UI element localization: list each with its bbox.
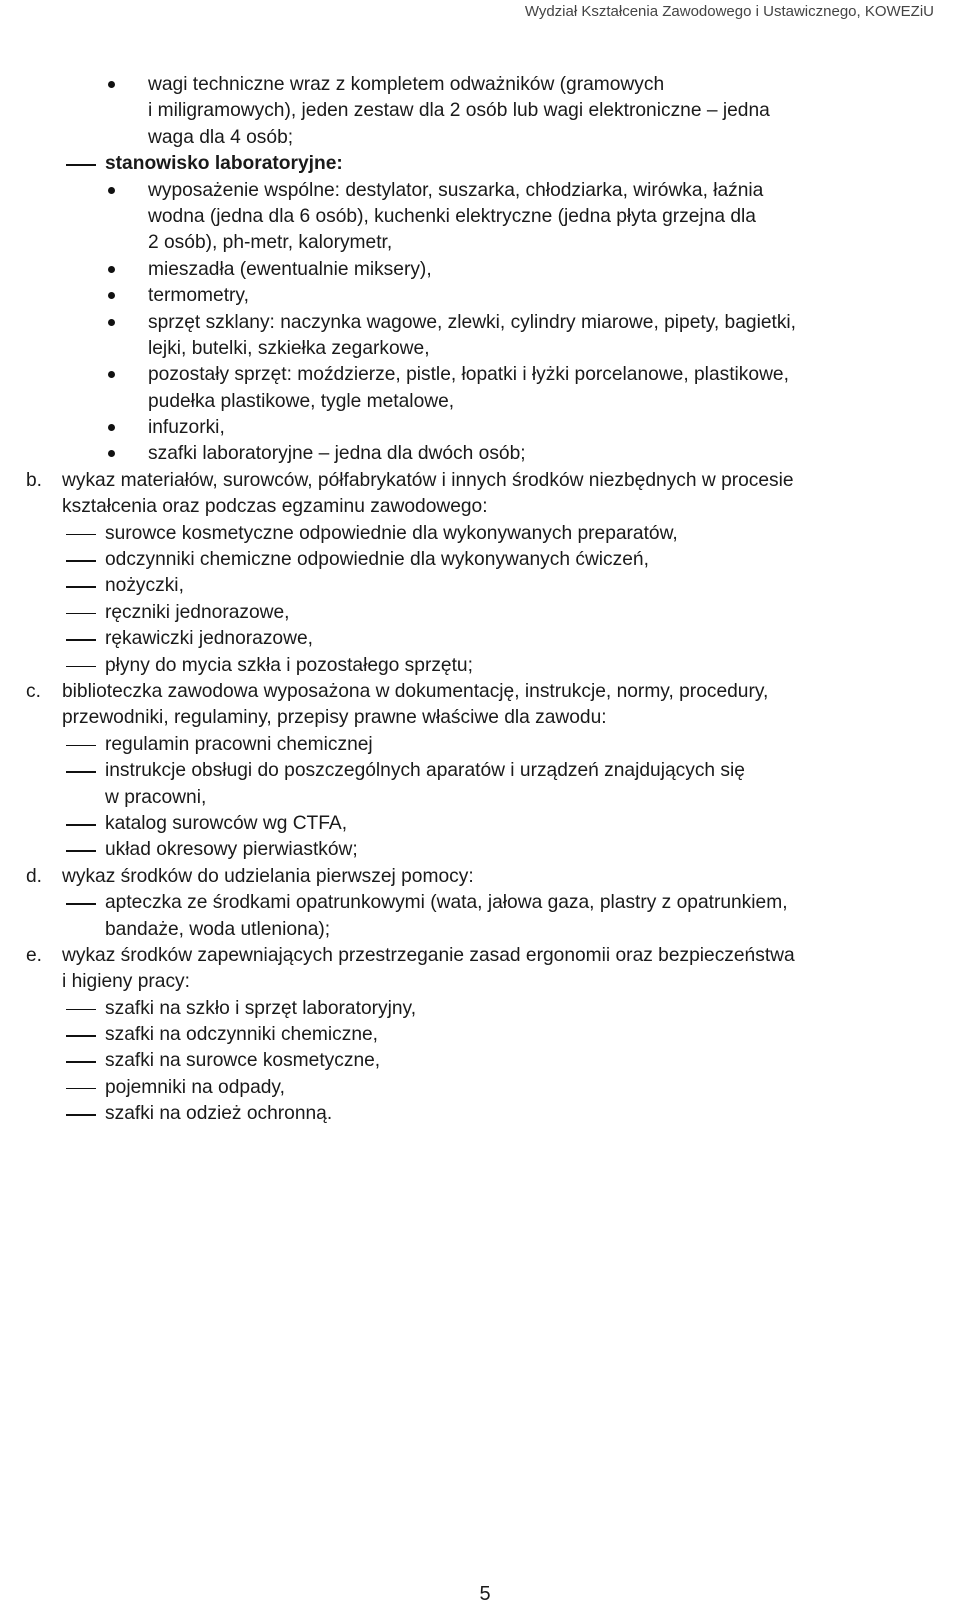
dash-icon (66, 639, 96, 641)
document-line (0, 626, 960, 652)
line-text: pozostały sprzęt: moździerze, pistle, łopatki i łyżki porcelanowe, plastikowe, (148, 364, 789, 386)
document-line (0, 310, 960, 336)
document-line (0, 415, 960, 441)
line-text: układ okresowy pierwiastków; (105, 839, 358, 861)
line-text: wykaz materiałów, surowców, półfabrykatów i innych środków niezbędnych w procesie (62, 469, 794, 491)
dash-icon (66, 586, 96, 588)
document-body (0, 72, 960, 1128)
bullet-icon (108, 81, 115, 88)
document-line (0, 917, 960, 943)
line-text: kształcenia oraz podczas egzaminu zawodowego: (62, 496, 488, 518)
line-text: ręczniki jednorazowe, (105, 601, 290, 623)
document-line (0, 151, 960, 177)
dash-icon (66, 666, 96, 668)
line-text: apteczka ze środkami opatrunkowymi (wata, jałowa gaza, plastry z opatrunkiem, (105, 892, 788, 914)
document-line (0, 283, 960, 309)
document-line (0, 441, 960, 467)
document-line (0, 468, 960, 494)
line-text: 2 osób), ph-metr, kalorymetr, (148, 232, 393, 254)
list-letter: b. (26, 469, 43, 491)
line-text: biblioteczka zawodowa wyposażona w dokumentację, instrukcje, normy, procedury, (62, 680, 769, 702)
line-text: wagi techniczne wraz z kompletem odważników (gramowych (148, 74, 665, 95)
document-line (0, 890, 960, 916)
document-line (0, 72, 960, 98)
dash-icon (66, 745, 96, 747)
bullet-icon (108, 371, 115, 378)
document-line (0, 204, 960, 230)
line-text: waga dla 4 osób; (148, 126, 294, 148)
bullet-icon (108, 319, 115, 326)
document-line (0, 125, 960, 151)
line-text: wyposażenie wspólne: destylator, suszarka, chłodziarka, wirówka, łaźnia (148, 179, 764, 201)
line-text: szafki na szkło i sprzęt laboratoryjny, (105, 997, 417, 1019)
document-line (0, 837, 960, 863)
document-line (0, 1101, 960, 1127)
line-text: surowce kosmetyczne odpowiednie dla wykonywanych preparatów, (105, 522, 678, 544)
document-line (0, 573, 960, 599)
bullet-icon (108, 266, 115, 273)
document-line (0, 521, 960, 547)
dash-icon (66, 613, 96, 615)
document-line (0, 785, 960, 811)
line-text: regulamin pracowni chemicznej (105, 733, 373, 755)
dash-icon (66, 1088, 96, 1090)
line-text: sprzęt szklany: naczynka wagowe, zlewki, cylindry miarowe, pipety, bagietki, (148, 311, 797, 333)
dash-icon (66, 164, 96, 166)
dash-icon (66, 771, 96, 773)
line-text: termometry, (148, 285, 249, 307)
document-line (0, 336, 960, 362)
line-text: instrukcje obsługi do poszczególnych aparatów i urządzeń znajdujących się (105, 760, 745, 782)
bullet-icon (108, 292, 115, 299)
line-text: szafki laboratoryjne – jedna dla dwóch osób; (148, 443, 526, 465)
line-text: w pracowni, (105, 786, 207, 808)
dash-icon (66, 1061, 96, 1063)
document-line (0, 257, 960, 283)
line-text: szafki na surowce kosmetyczne, (105, 1050, 381, 1072)
line-text: stanowisko laboratoryjne: (105, 153, 343, 175)
document-line (0, 996, 960, 1022)
document-line (0, 653, 960, 679)
line-text: bandaże, woda utleniona); (105, 918, 331, 940)
line-text: i miligramowych), jeden zestaw dla 2 osób lub wagi elektroniczne – jedna (148, 100, 770, 122)
document-line (0, 389, 960, 415)
line-text: odczynniki chemiczne odpowiednie dla wykonywanych ćwiczeń, (105, 549, 649, 571)
dash-icon (66, 1114, 96, 1116)
document-line (0, 1048, 960, 1074)
document-line (0, 864, 960, 890)
page-number: 5 (479, 1583, 491, 1605)
dash-icon (66, 824, 96, 826)
line-text: przewodniki, regulaminy, przepisy prawne właściwe dla zawodu: (62, 707, 607, 729)
document-line (0, 98, 960, 124)
line-text: szafki na odzież ochronną. (105, 1103, 333, 1125)
document-line (0, 758, 960, 784)
dash-icon (66, 903, 96, 905)
document-line (0, 943, 960, 969)
document-line (0, 362, 960, 388)
dash-icon (66, 1009, 96, 1011)
document-line (0, 811, 960, 837)
dash-icon (66, 560, 96, 562)
line-text: wykaz środków do udzielania pierwszej pomocy: (62, 865, 474, 887)
document-line (0, 600, 960, 626)
list-letter: d. (26, 865, 43, 887)
document-line (0, 230, 960, 256)
document-line (0, 178, 960, 204)
line-text: pudełka plastikowe, tygle metalowe, (148, 390, 455, 412)
dash-icon (66, 850, 96, 852)
line-text: nożyczki, (105, 575, 184, 597)
bullet-icon (108, 187, 115, 194)
document-line (0, 494, 960, 520)
line-text: lejki, butelki, szkiełka zegarkowe, (148, 337, 430, 359)
line-text: i higieny pracy: (62, 971, 190, 993)
list-letter: c. (26, 680, 41, 702)
line-text: pojemniki na odpady, (105, 1076, 285, 1098)
line-text: katalog surowców wg CTFA, (105, 812, 348, 834)
dash-icon (66, 534, 96, 536)
bullet-icon (108, 424, 115, 431)
line-text: rękawiczki jednorazowe, (105, 628, 313, 650)
document-line (0, 679, 960, 705)
line-text: szafki na odczynniki chemiczne, (105, 1024, 379, 1046)
line-text: wykaz środków zapewniających przestrzeganie zasad ergonomii oraz bezpieczeństwa (62, 944, 795, 966)
list-letter: e. (26, 944, 43, 966)
document-line (0, 547, 960, 573)
line-text: płyny do mycia szkła i pozostałego sprzętu; (105, 654, 473, 676)
document-line (0, 1075, 960, 1101)
running-header: Wydział Kształcenia Zawodowego i Ustawicznego, KOWEZiU (524, 3, 934, 20)
line-text: infuzorki, (148, 417, 225, 439)
bullet-icon (108, 450, 115, 457)
document-line (0, 732, 960, 758)
line-text: wodna (jedna dla 6 osób), kuchenki elektryczne (jedna płyta grzejna dla (148, 205, 756, 227)
document-line (0, 969, 960, 995)
document-line (0, 1022, 960, 1048)
document-line (0, 705, 960, 731)
line-text: mieszadła (ewentualnie miksery), (148, 258, 432, 280)
dash-icon (66, 1035, 96, 1037)
